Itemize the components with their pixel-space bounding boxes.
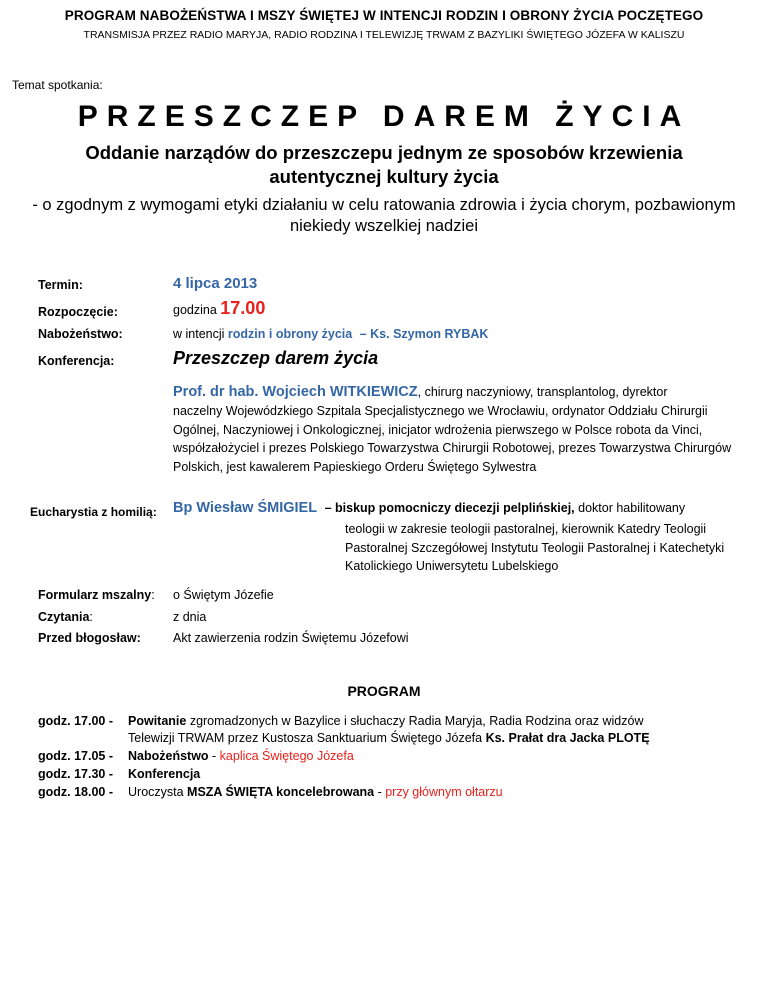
speaker-bio-first: , chirurg naczyniowy, transplantolog, dyrektor (417, 385, 668, 399)
eucharist-label: Eucharystia z homilią: (30, 505, 157, 519)
formularz-colon: : (151, 588, 155, 602)
speaker-bio-line1 (173, 383, 743, 402)
program-bold: Powitanie (128, 714, 187, 728)
program-title: PROGRAM (347, 683, 421, 699)
termin-value: 4 lipca 2013 (173, 275, 258, 292)
program-time: godz. 17.05 - (38, 749, 114, 763)
bishop-bio-first: doktor habilitowany (574, 501, 686, 515)
program-text: zgromadzonych w Bazylice i słuchaczy Radia Maryja, Radia Rodzina oraz widzów (186, 714, 644, 728)
service-intent: rodzin i obrony życia (227, 327, 353, 341)
topic-title: PRZESZCZEP DAREM ŻYCIA (77, 100, 691, 133)
service-value (173, 327, 488, 341)
service-prefix: w intencji (173, 327, 225, 341)
blogoslaw-label: Przed błogosław: (38, 631, 141, 645)
start-time: 17.00 (220, 298, 266, 318)
czytania-label-text: Czytania (38, 610, 90, 624)
czytania-colon: : (89, 610, 93, 624)
termin-label: Termin: (38, 278, 83, 292)
program-bold: Konferencja (128, 767, 201, 781)
service-label: Nabożeństwo: (38, 327, 123, 341)
program-time: godz. 18.00 - (38, 785, 114, 799)
bishop-role: – biskup pomocniczy diecezji pelplińskiej, (324, 501, 575, 515)
speaker-bio-rest: naczelny Wojewódzkiego Szpitala Specjalistycznego we Wrocławiu, ordynator Oddziału Chirurgii Ogólnej, Naczyniowej i Onkologicznej, inicjator wdrożenia pierwszego w Polsce robota da Vinci, współzałożyciel i prezes Polskiego Towarzystwa Chirurgii Robotowej, prezes Towarzystwa Chirurgów Polskich, jest kawalerem Papieskiego Orderu Świętego Sylwestra (173, 404, 732, 474)
topic-subtitle: Oddanie narządów do przeszczepu jednym ze sposobów krzewienia autentycznej kultury życia (85, 142, 683, 187)
topic-description: - o zgodnym z wymogami etyki działaniu w celu ratowania zdrowia i życia chorym, pozbawionym niekiedy wszelkiej nadziei (32, 196, 736, 235)
program-sep: - (374, 785, 386, 799)
formularz-value: o Świętym Józefie (173, 588, 274, 602)
bishop-name: Bp Wiesław ŚMIGIEL (173, 500, 318, 516)
formularz-label-text: Formularz mszalny (38, 588, 152, 602)
program-item (38, 713, 758, 731)
program-item (38, 784, 758, 802)
program-bold2: Ks. Prałat dra Jacka PLOTĘ (485, 731, 650, 745)
start-label: Rozpoczęcie: (38, 305, 118, 319)
program-item (38, 748, 758, 766)
blogoslaw-value: Akt zawierzenia rodzin Świętemu Józefowi (173, 631, 409, 645)
topic-label: Temat spotkania: (12, 78, 103, 92)
service-leader: – Ks. Szymon RYBAK (359, 327, 489, 341)
bishop-line1 (173, 499, 763, 518)
program-text2: Telewizji TRWAM przez Kustosza Sanktuarium Świętego Józefa (128, 731, 486, 745)
header-title: PROGRAM NABOŻEŃSTWA I MSZY ŚWIĘTEJ W INTENCJI RODZIN I OBRONY ŻYCIA POCZĘTEGO (64, 8, 704, 23)
program-text: Uroczysta (128, 785, 188, 799)
conference-title: Przeszczep darem życia (173, 348, 379, 368)
header-subtitle: TRANSMISJA PRZEZ RADIO MARYJA, RADIO RODZINA I TELEWIZJĘ TRWAM Z BAZYLIKI ŚWIĘTEGO JÓZEFA W KALISZU (83, 29, 685, 41)
program-bold: Nabożeństwo (128, 749, 209, 763)
formularz-label (38, 588, 155, 602)
czytania-value: z dnia (173, 610, 207, 624)
conference-label: Konferencja: (38, 354, 115, 368)
speaker-name: Prof. dr hab. Wojciech WITKIEWICZ (173, 384, 418, 400)
program-sep: - (208, 749, 220, 763)
start-value (173, 298, 265, 319)
program-item (38, 766, 758, 784)
czytania-label (38, 610, 93, 624)
program-location: przy głównym ołtarzu (385, 785, 503, 799)
program-location: kaplica Świętego Józefa (219, 749, 354, 763)
start-prefix: godzina (173, 303, 217, 317)
program-bold: MSZA ŚWIĘTA koncelebrowana (187, 785, 375, 799)
program-time: godz. 17.30 - (38, 767, 114, 781)
bishop-bio-rest: teologii w zakresie teologii pastoralnej, kierownik Katedry Teologii Pastoralnej Szczegółowej Instytutu Teologii Pastoralnej i Katechetyki Katolickiego Uniwersytetu Lubelskiego (345, 522, 725, 573)
program-time: godz. 17.00 - (38, 714, 114, 728)
program-item-cont (128, 730, 758, 748)
